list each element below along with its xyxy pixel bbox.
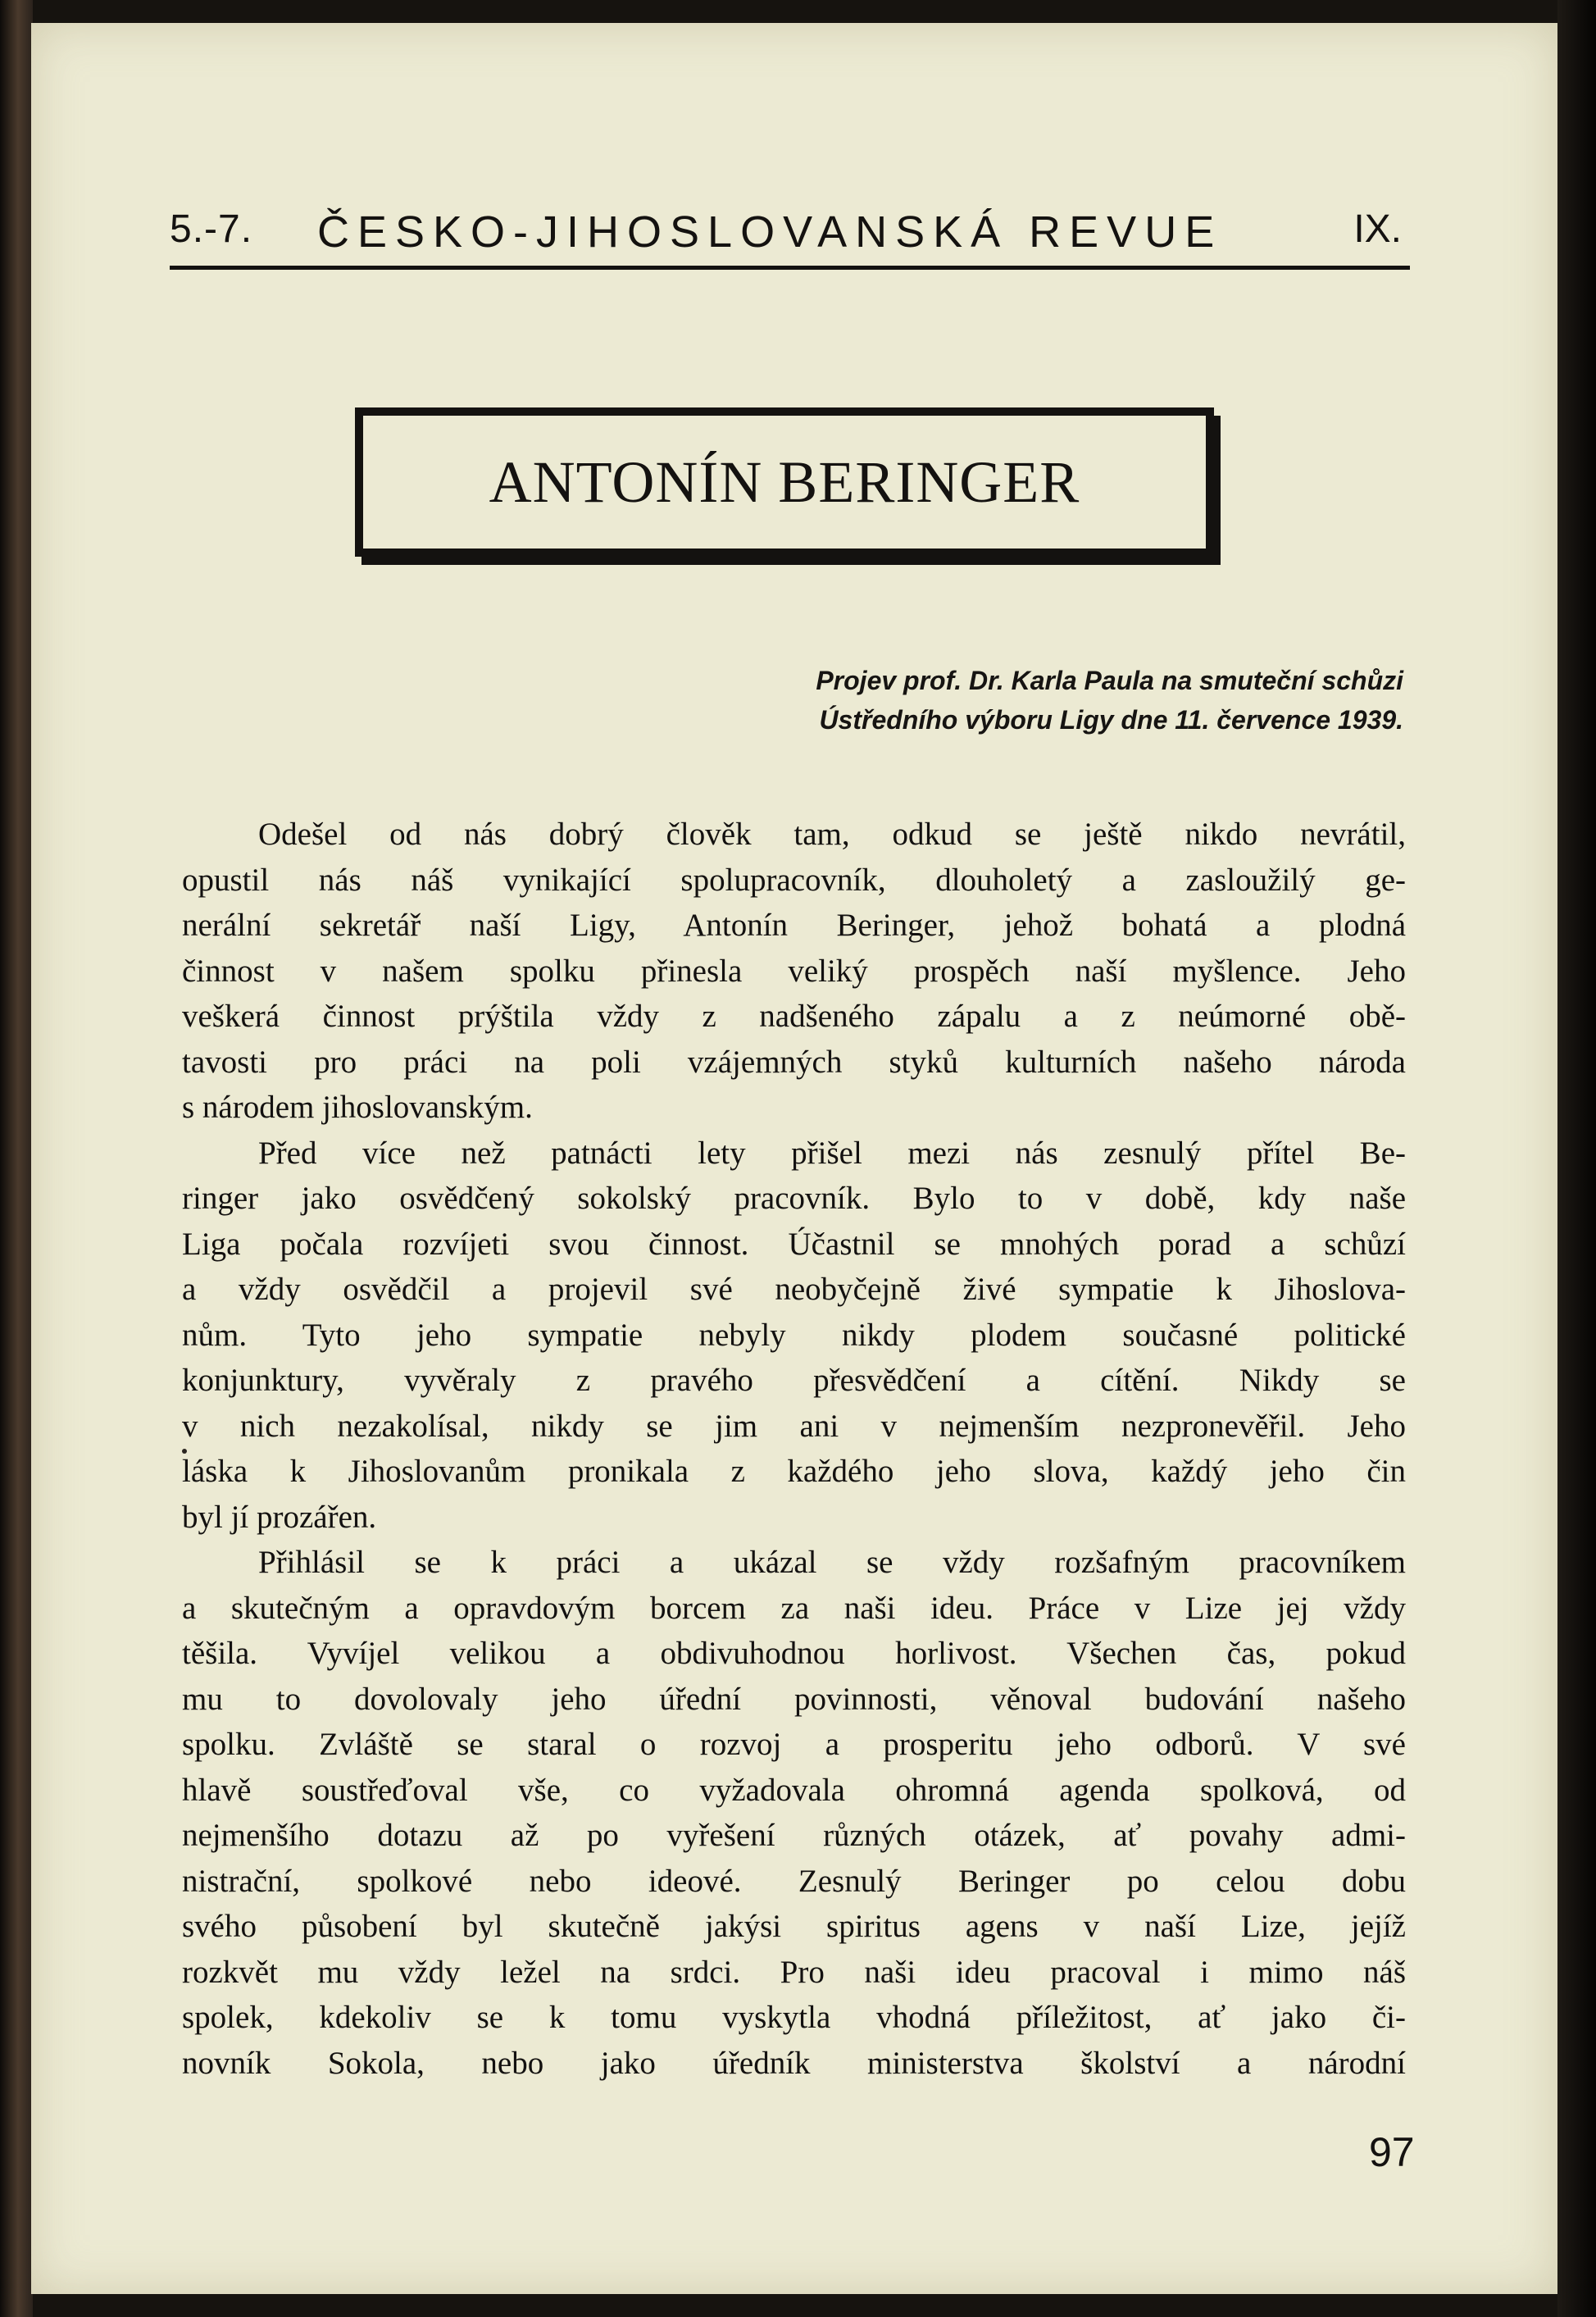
text-line: novník Sokola, nebo jako úředník ministerstva školství a národní <box>182 2045 1406 2081</box>
article-body <box>182 812 1406 2086</box>
text-line: Přihlásil se k práci a ukázal se vždy rozšafným pracovníkem <box>258 1545 1406 1580</box>
text-line: Liga počala rozvíjeti svou činnost. Účastnil se mnohých porad a schůzí <box>182 1226 1406 1262</box>
issue-number: 5.-7. <box>170 207 253 251</box>
subtitle-line: Ústředního výboru Ligy dne 11. července 1939. <box>819 705 1403 735</box>
volume-number: IX. <box>1353 207 1402 251</box>
text-line: nejmenšího dotazu až po vyřešení různých otázek, ať povahy admi- <box>182 1818 1406 1853</box>
text-line: s národem jihoslovanským. <box>182 1090 533 1125</box>
article-title: ANTONÍN BERINGER <box>489 448 1080 515</box>
page-number: 97 <box>1369 2129 1415 2175</box>
text-line: Před více než patnácti lety přišel mezi nás zesnulý přítel Be- <box>258 1135 1406 1171</box>
margin-mark <box>182 1449 187 1454</box>
text-line: v nich nezakolísal, nikdy se jim ani v nejmenším nezpronevěřil. Jeho <box>182 1408 1406 1444</box>
text-line: svého působení byl skutečně jakýsi spiritus agens v naší Lize, jejíž <box>182 1909 1406 1944</box>
subtitle <box>816 661 1403 740</box>
text-line: Odešel od nás dobrý člověk tam, odkud se ještě nikdo nevrátil, <box>258 817 1406 852</box>
header-rule <box>170 266 1410 270</box>
text-line: opustil nás náš vynikající spolupracovník, dlouholetý a zasloužilý ge- <box>182 862 1406 898</box>
text-line: mu to dovolovaly jeho úřední povinnosti, věnoval budování našeho <box>182 1681 1406 1717</box>
subtitle-line: Projev prof. Dr. Karla Paula na smuteční schůzi <box>816 666 1403 695</box>
book-spine <box>0 0 33 2317</box>
text-line: veškerá činnost prýštila vždy z nadšeného zápalu a z neúmorné obě- <box>182 999 1406 1034</box>
text-line: tavosti pro práci na poli vzájemných styků kulturních našeho národa <box>182 1044 1406 1080</box>
page-edge <box>1557 0 1596 2317</box>
running-header <box>170 207 1410 264</box>
text-line: spolek, kdekoliv se k tomu vyskytla vhodná příležitost, ať jako či- <box>182 2000 1406 2035</box>
text-line: hlavě soustřeďoval vše, co vyžadovala ohromná agenda spolková, od <box>182 1772 1406 1808</box>
text-line: a skutečným a opravdovým borcem za naši ideu. Práce v Lize jej vždy <box>182 1590 1406 1626</box>
text-line: láska k Jihoslovanům pronikala z každého jeho slova, každý jeho čin <box>182 1454 1406 1489</box>
title-box <box>355 407 1214 557</box>
text-line: nům. Tyto jeho sympatie nebyly nikdy plodem současné politické <box>182 1317 1406 1353</box>
text-line: byl jí prozářen. <box>182 1499 377 1535</box>
text-line: ringer jako osvědčený sokolský pracovník. Bylo to v době, kdy naše <box>182 1181 1406 1216</box>
text-line: rozkvět mu vždy ležel na srdci. Pro naši ideu pracoval i mimo náš <box>182 1954 1406 1990</box>
text-line: těšila. Vyvíjel velikou a obdivuhodnou horlivost. Všechen čas, pokud <box>182 1636 1406 1671</box>
text-line: nistrační, spolkové nebo ideové. Zesnulý Beringer po celou dobu <box>182 1863 1406 1899</box>
text-line: konjunktury, vyvěraly z pravého přesvědčení a cítění. Nikdy se <box>182 1363 1406 1398</box>
text-line: nerální sekretář naší Ligy, Antonín Beringer, jehož bohatá a plodná <box>182 908 1406 943</box>
journal-title: ČESKO-JIHOSLOVANSKÁ REVUE <box>317 207 1223 257</box>
text-line: a vždy osvědčil a projevil své neobyčejně živé sympatie k Jihoslova- <box>182 1272 1406 1307</box>
text-line: činnost v našem spolku přinesla veliký prospěch naší myšlence. Jeho <box>182 953 1406 989</box>
text-line: spolku. Zvláště se staral o rozvoj a prosperitu jeho odborů. V své <box>182 1727 1406 1762</box>
